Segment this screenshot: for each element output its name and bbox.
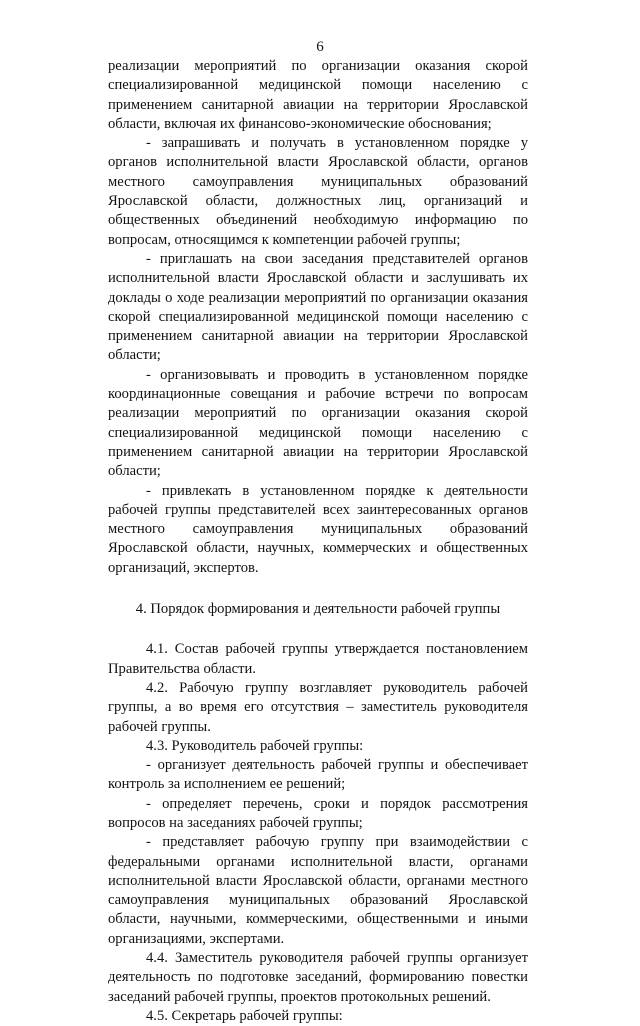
paragraph: - представляет рабочую группу при взаимодействии с федеральными органами исполнительной власти, органами исполнительной власти Ярославской области, органами местного самоуправления муниципальных образований Ярославской области, научными, коммерческими, общественными и иными организациями, экспертами.	[108, 834, 528, 947]
paragraph: - определяет перечень, сроки и порядок рассмотрения вопросов на заседаниях рабочей группы;	[108, 795, 528, 831]
document-body	[108, 57, 528, 1026]
paragraph: - организовывать и проводить в установленном порядке координационные совещания и рабочие встречи по вопросам реализации мероприятий по организации оказания скорой специализированной медицинской помощи населению с применением санитарной авиации на территории Ярославской области;	[108, 366, 528, 480]
paragraph: 4.4. Заместитель руководителя рабочей группы организует деятельность по подготовке заседаний, формированию повестки заседаний рабочей группы, проектов протокольных решений.	[108, 950, 528, 1005]
bottom-paragraphs	[108, 640, 528, 1026]
paragraph: - организует деятельность рабочей группы и обеспечивает контроль за исполнением ее решений;	[108, 757, 528, 793]
paragraph: 4.2. Рабочую группу возглавляет руководитель рабочей группы, а во время его отсутствия – заместитель руководителя рабочей группы.	[108, 679, 528, 735]
paragraph: - привлекать в установленном порядке к деятельности рабочей группы представителей всех заинтересованных органов местного самоуправления муниципальных образований Ярославской области, научных, коммерческих и общественных организаций, экспертов.	[108, 482, 528, 576]
top-paragraphs	[108, 57, 528, 578]
paragraph: 4.1. Состав рабочей группы утверждается постановлением Правительства области.	[108, 641, 528, 677]
paragraph: 4.3. Руководитель рабочей группы:	[146, 737, 364, 754]
page-number: 6	[316, 39, 324, 55]
paragraph: реализации мероприятий по организации оказания скорой специализированной медицинской помощи населению с применением санитарной авиации на территории Ярославской области, включая их финансово-экономические обоснования;	[108, 58, 528, 132]
paragraph: 4.5. Секретарь рабочей группы:	[146, 1007, 343, 1024]
paragraph: - запрашивать и получать в установленном порядке у органов исполнительной власти Ярославской области, органов местного самоуправления муниципальных образований Ярославской области, должностных лиц, организаций и общественных объединений необходимую информацию по вопросам, относящимся к компетенции рабочей группы;	[108, 135, 528, 248]
paragraph: - приглашать на свои заседания представителей органов исполнительной власти Ярославской области и заслушивать их доклады о ходе реализации мероприятий по организации оказания скорой специализированной медицинской помощи населению с применением санитарной авиации на территории Ярославской области;	[108, 250, 528, 364]
section-heading: 4. Порядок формирования и деятельности рабочей группы	[135, 601, 501, 618]
